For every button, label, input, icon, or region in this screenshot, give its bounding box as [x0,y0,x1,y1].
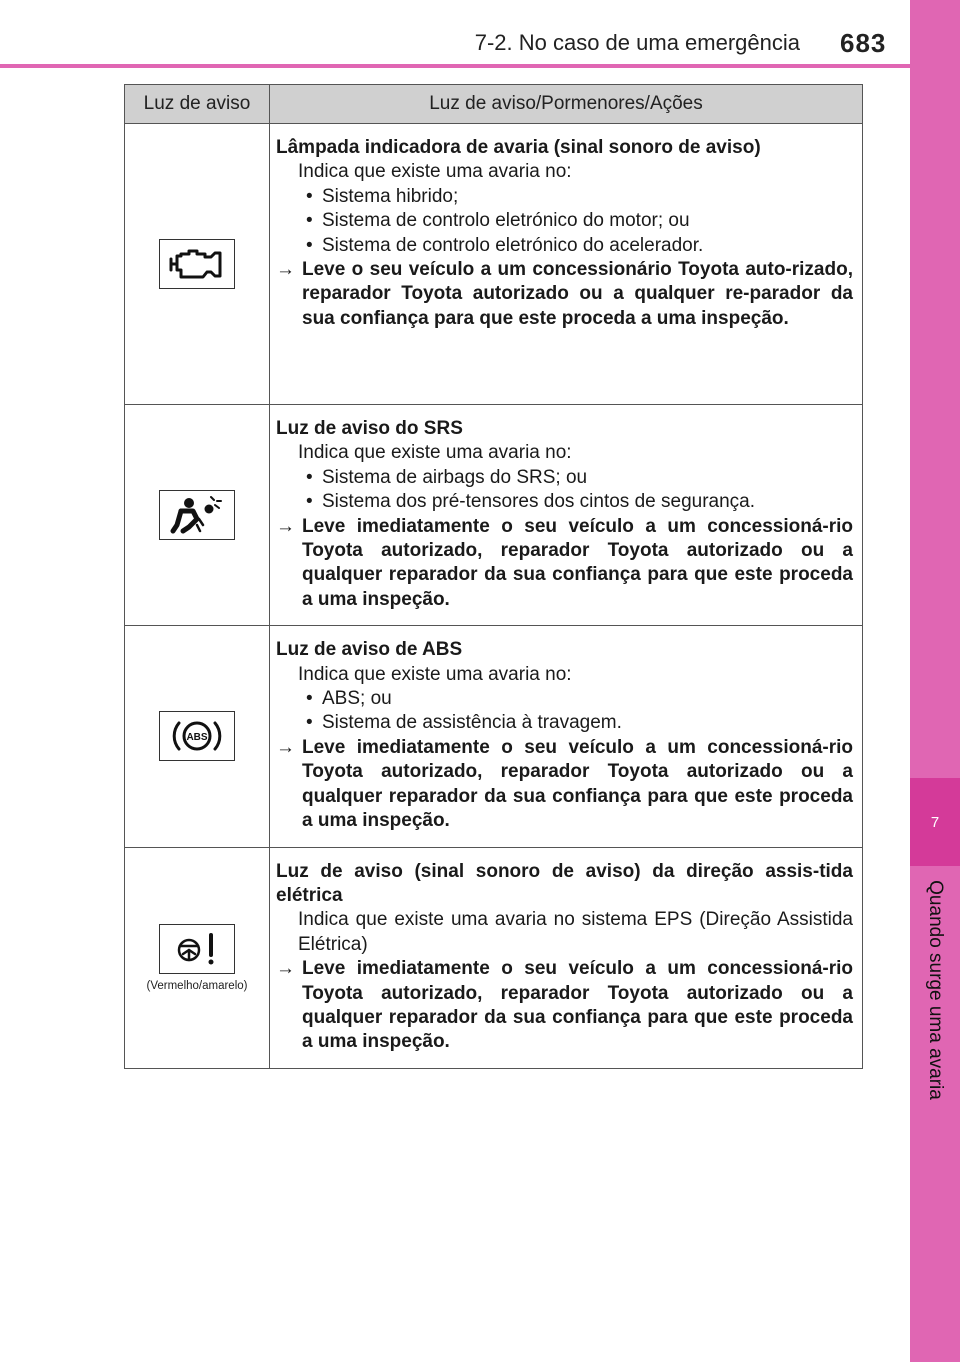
warning-title: Luz de aviso (sinal sonoro de aviso) da direção assis-tida elétrica [276,860,853,906]
list-item: • Sistema de controlo eletrónico do motor; ou [312,209,853,233]
section-title: 7-2. No caso de uma emergência [474,30,800,55]
icon-cell [125,124,270,405]
table-row [125,124,863,405]
warning-intro: Indica que existe uma avaria no: [298,663,572,685]
action-text [276,258,853,331]
action-label: Leve imediatamente o seu veículo a um concessioná-rio Toyota autorizado, reparador Toyota autorizado ou a qualquer reparador da sua confiança para que este proceda a uma inspeção. [302,736,853,832]
eps-steering-icon [159,924,235,974]
bullet-list [276,687,853,736]
column-header-details: Luz de aviso/Pormenores/Ações [270,85,863,124]
abs-icon [159,711,235,761]
arrow-icon: → [276,259,295,281]
arrow-icon: → [276,736,295,758]
description-cell [270,626,863,847]
table-row [125,847,863,1068]
action-text [276,515,853,613]
action-label: Leve imediatamente o seu veículo a um concessioná-rio Toyota autorizado, reparador Toyota autorizado ou a qualquer reparador da sua confiança para que este proceda a uma inspeção. [302,515,853,610]
table-header-row [125,85,863,124]
header-rule [0,64,910,68]
icon-cell [125,847,270,1068]
icon-caption: (Vermelho/amarelo) [146,979,248,992]
column-header-icon: Luz de aviso [125,85,270,124]
list-item: • Sistema hibrido; [312,185,853,209]
list-item: • Sistema de controlo eletrónico do acelerador. [312,234,853,258]
action-text [276,957,853,1055]
action-text [276,736,853,834]
chapter-number-tab: 7 [910,778,960,866]
arrow-icon: → [276,515,295,537]
description-cell [270,847,863,1068]
icon-cell [125,626,270,847]
srs-airbag-icon [159,490,235,540]
arrow-icon: → [276,958,295,980]
description-cell [270,124,863,405]
table-row [125,405,863,626]
warning-intro: Indica que existe uma avaria no: [298,442,572,464]
list-item: • Sistema de airbags do SRS; ou [312,466,853,490]
action-label: Leve o seu veículo a um concessionário Toyota auto-rizado, reparador Toyota autorizado ou a qualquer re-parador da sua confiança para que este proceda a uma inspeção. [302,259,853,329]
warning-intro: Indica que existe uma avaria no: [298,161,572,183]
icon-cell [125,405,270,626]
chapter-label: Quando surge uma avaria [925,880,946,1100]
bullet-list [276,185,853,258]
page-number: 683 [840,28,887,58]
action-label: Leve imediatamente o seu veículo a um concessioná-rio Toyota autorizado, reparador Toyota autorizado ou a qualquer reparador da sua confiança para que este proceda a uma inspeção. [302,958,853,1053]
list-item: • Sistema de assistência à travagem. [312,711,853,735]
engine-check-icon [159,239,235,289]
list-item: • Sistema dos pré-tensores dos cintos de segurança. [312,490,853,514]
bullet-list [276,466,853,515]
warning-lights-table [124,84,863,1069]
abs-icon-label: ABS [186,732,208,744]
warning-title: Luz de aviso de ABS [276,639,463,661]
warning-intro: Indica que existe uma avaria no sistema EPS (Direção Assistida Elétrica) [298,909,853,955]
chapter-side-tab [910,0,960,1362]
table-row [125,626,863,847]
description-cell [270,405,863,626]
warning-title: Luz de aviso do SRS [276,418,463,439]
list-item: • ABS; ou [312,687,853,711]
warning-title: Lâmpada indicadora de avaria (sinal sonoro de aviso) [276,137,761,158]
